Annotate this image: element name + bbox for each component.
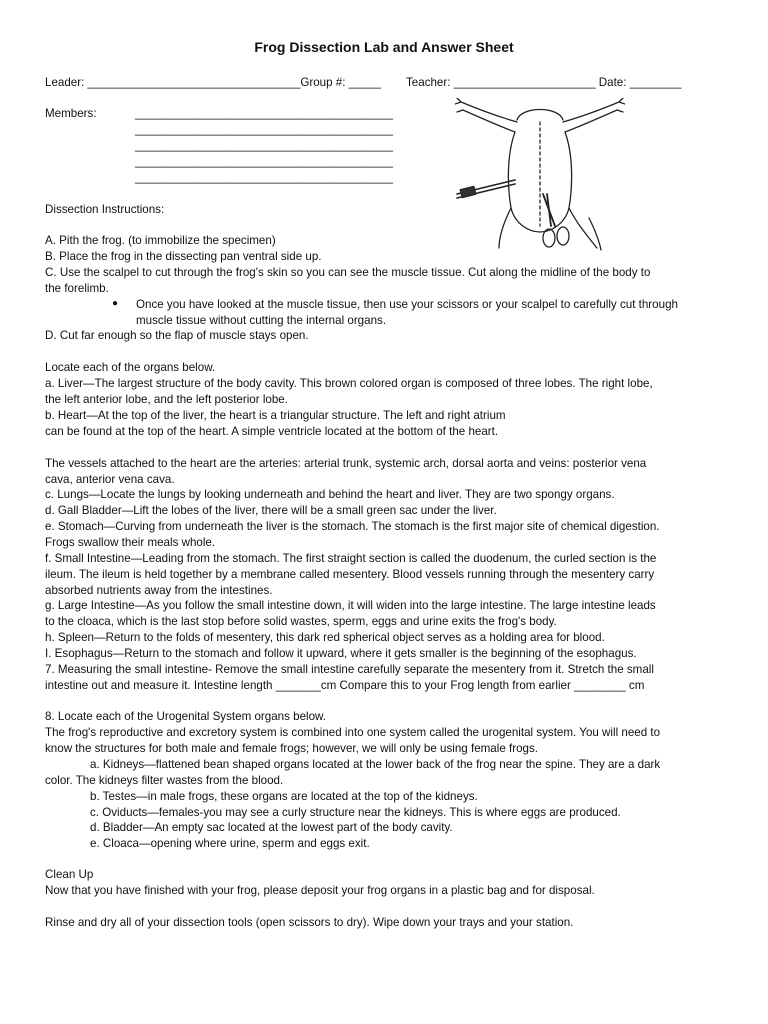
member-line: ________________________________________ xyxy=(135,171,393,184)
bullet-text: Once you have looked at the muscle tissue, then use your scissors or your scalpel to carefully cut through xyxy=(136,298,678,311)
instructions-heading: Dissection Instructions: xyxy=(45,203,165,216)
step-d: D. Cut far enough so the flap of muscle stays open. xyxy=(45,329,309,342)
urogenital-heading: 8. Locate each of the Urogenital System organs below. xyxy=(45,710,326,723)
organ-bladder: d. Bladder—An empty sac located at the lowest part of the body cavity. xyxy=(90,821,453,834)
bullet-text-cont: muscle tissue without cutting the internal organs. xyxy=(136,314,387,327)
organ-oviducts: c. Oviducts—females-you may see a curly structure near the kidneys. This is where eggs are produced. xyxy=(90,806,621,819)
organ-spleen: h. Spleen—Return to the folds of mesentery, this dark red spherical object serves as a holding area for blood. xyxy=(45,631,605,644)
organ-liver-cont: the left anterior lobe, and the left posterior lobe. xyxy=(45,393,288,406)
member-line: ________________________________________ xyxy=(135,155,393,168)
organ-stomach-cont: Frogs swallow their meals whole. xyxy=(45,536,216,549)
organ-stomach: e. Stomach—Curving from underneath the liver is the stomach. The stomach is the first major site of chemical digestion. xyxy=(45,520,660,533)
organ-heart: b. Heart—At the top of the liver, the heart is a triangular structure. The left and right atrium xyxy=(45,409,506,422)
step-c: C. Use the scalpel to cut through the frog's skin so you can see the muscle tissue. Cut along the midline of the body to xyxy=(45,266,651,279)
step-b: B. Place the frog in the dissecting pan ventral side up. xyxy=(45,250,322,263)
organ-esophagus: I. Esophagus—Return to the stomach and follow it upward, where it gets smaller is the beginning of the esophagus. xyxy=(45,647,637,660)
member-line: ________________________________________ xyxy=(135,107,393,120)
urogenital-intro-cont: know the structures for both male and female frogs; however, we will only be using female frogs. xyxy=(45,742,538,755)
organ-small-intestine-cont: ileum. The ileum is held together by a membrane called mesentery. Blood vessels running through the mesentery carry xyxy=(45,568,655,581)
members-label: Members: xyxy=(45,107,97,120)
organ-large-intestine-cont: to the cloaca, which is the last stop before solid wastes, sperm, eggs and urine exits the frog's body. xyxy=(45,615,557,628)
teacher-date-field: Teacher: ______________________ Date: ________ xyxy=(406,76,682,89)
cleanup-heading: Clean Up xyxy=(45,868,94,881)
step-c-cont: the forelimb. xyxy=(45,282,109,295)
organs-heading: Locate each of the organs below. xyxy=(45,361,216,374)
organ-large-intestine: g. Large Intestine—As you follow the small intestine down, it will widen into the large intestine. The large intestine leads xyxy=(45,599,656,612)
organ-cloaca: e. Cloaca—opening where urine, sperm and eggs exit. xyxy=(90,837,370,850)
urogenital-intro: The frog's reproductive and excretory system is combined into one system called the urogenital system. You will need to xyxy=(45,726,661,739)
step-a: A. Pith the frog. (to immobilize the specimen) xyxy=(45,234,276,247)
vessels-text-cont: cava, anterior vena cava. xyxy=(45,473,175,486)
frog-dissection-illustration xyxy=(455,98,625,254)
organ-kidneys-cont: color. The kidneys filter wastes from the blood. xyxy=(45,774,284,787)
cleanup-text: Now that you have finished with your frog, please deposit your frog organs in a plastic bag and for disposal. xyxy=(45,884,595,897)
vessels-text: The vessels attached to the heart are the arteries: arterial trunk, systemic arch, dorsal aorta and veins: posterior vena xyxy=(45,457,647,470)
member-line: ________________________________________ xyxy=(135,139,393,152)
member-line: ________________________________________ xyxy=(135,123,393,136)
page-title: Frog Dissection Lab and Answer Sheet xyxy=(254,39,514,55)
organ-liver: a. Liver—The largest structure of the body cavity. This brown colored organ is composed of three lobes. The right lobe, xyxy=(45,377,653,390)
measure-intestine-cont: intestine out and measure it. Intestine length _______cm Compare this to your Frog length from earlier ________ cm xyxy=(45,679,645,692)
organ-small-intestine-cont: absorbed nutrients away from the intestines. xyxy=(45,584,273,597)
organ-kidneys: a. Kidneys—flattened bean shaped organs located at the lower back of the frog near the spine. They are a dark xyxy=(90,758,661,771)
organ-heart-cont: can be found at the top of the heart. A simple ventricle located at the bottom of the heart. xyxy=(45,425,499,438)
organ-testes: b. Testes—in male frogs, these organs are located at the top of the kidneys. xyxy=(90,790,478,803)
cleanup-text-2: Rinse and dry all of your dissection tools (open scissors to dry). Wipe down your trays and your station. xyxy=(45,916,574,929)
organ-gall-bladder: d. Gall Bladder—Lift the lobes of the liver, there will be a small green sac under the liver. xyxy=(45,504,497,517)
organ-small-intestine: f. Small Intestine—Leading from the stomach. The first straight section is called the duodenum, the curled section is the xyxy=(45,552,657,565)
leader-group-field: Leader: _________________________________Group #: _____ xyxy=(45,76,381,89)
bullet-icon: ● xyxy=(112,298,119,309)
organ-lungs: c. Lungs—Locate the lungs by looking underneath and behind the heart and liver. They are two spongy organs. xyxy=(45,488,615,501)
measure-intestine: 7. Measuring the small intestine- Remove the small intestine carefully separate the mesentery from it. Stretch the small xyxy=(45,663,654,676)
